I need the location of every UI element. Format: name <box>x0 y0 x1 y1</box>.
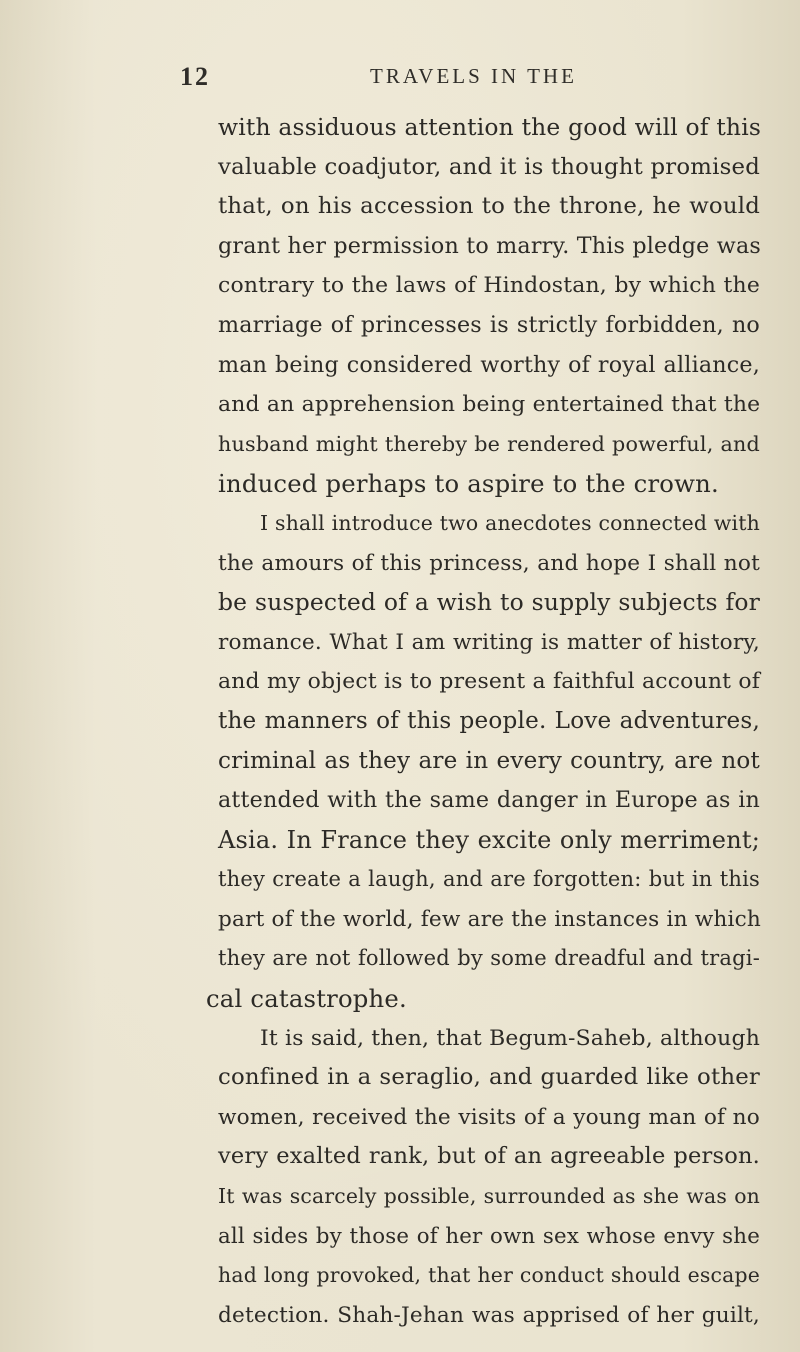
text-line: and an apprehension being entertained that the <box>218 392 761 418</box>
text-line: all sides by those of her own sex whose envy she <box>218 1223 760 1249</box>
text-line: detection. Shah-Jehan was apprised of her guilt, <box>218 1302 760 1328</box>
text-line: It is said, then, that Begum-Saheb, although <box>260 1025 760 1051</box>
page-header <box>180 62 760 92</box>
text-line: the manners of this people. Love adventures, <box>218 707 760 734</box>
text-line: marriage of princesses is strictly forbidden, no <box>218 311 760 338</box>
text-line: confined in a seraglio, and guarded like other <box>218 1064 760 1091</box>
text-line: induced perhaps to aspire to the crown. <box>218 469 719 499</box>
text-line: part of the world, few are the instances in which <box>218 906 762 932</box>
text-line: that, on his accession to the throne, he would <box>218 193 760 220</box>
text-line: It was scarcely possible, surrounded as she was on <box>218 1184 760 1209</box>
text-line: contrary to the laws of Hindostan, by which the <box>218 273 760 299</box>
text-line: Asia. In France they excite only merriment; <box>218 825 760 854</box>
running-title: TRAVELS IN THE <box>370 64 577 88</box>
text-line: husband might thereby be rendered powerful, and <box>218 431 760 456</box>
text-line: man being considered worthy of royal alliance, <box>218 351 760 378</box>
text-line: be suspected of a wish to supply subjects for <box>218 588 760 617</box>
text-line: attended with the same danger in Europe as in <box>218 787 760 814</box>
text-line: very exalted rank, but of an agreeable person. <box>218 1143 760 1170</box>
page-number: 12 <box>180 62 210 91</box>
text-line: I shall introduce two anecdotes connected with <box>260 510 760 535</box>
body-text <box>206 108 762 1335</box>
text-line: with assiduous attention the good will of this <box>218 113 762 141</box>
text-line: they create a laugh, and are forgotten: but in this <box>218 867 760 892</box>
text-line: criminal as they are in every country, are not <box>218 747 760 774</box>
text-line: had long provoked, that her conduct should escape <box>218 1263 760 1288</box>
text-line: romance. What I am writing is matter of history, <box>218 629 760 655</box>
text-line: and my object is to present a faithful account of <box>218 669 760 695</box>
text-line: valuable coadjutor, and it is thought promised <box>218 153 760 180</box>
text-line: grant her permission to marry. This pledge was <box>218 232 761 259</box>
text-line: cal catastrophe. <box>206 984 407 1014</box>
text-line: women, received the visits of a young man of no <box>218 1104 760 1130</box>
text-line: the amours of this princess, and hope I shall not <box>218 550 760 576</box>
text-line: they are not followed by some dreadful and tragi- <box>218 946 760 971</box>
